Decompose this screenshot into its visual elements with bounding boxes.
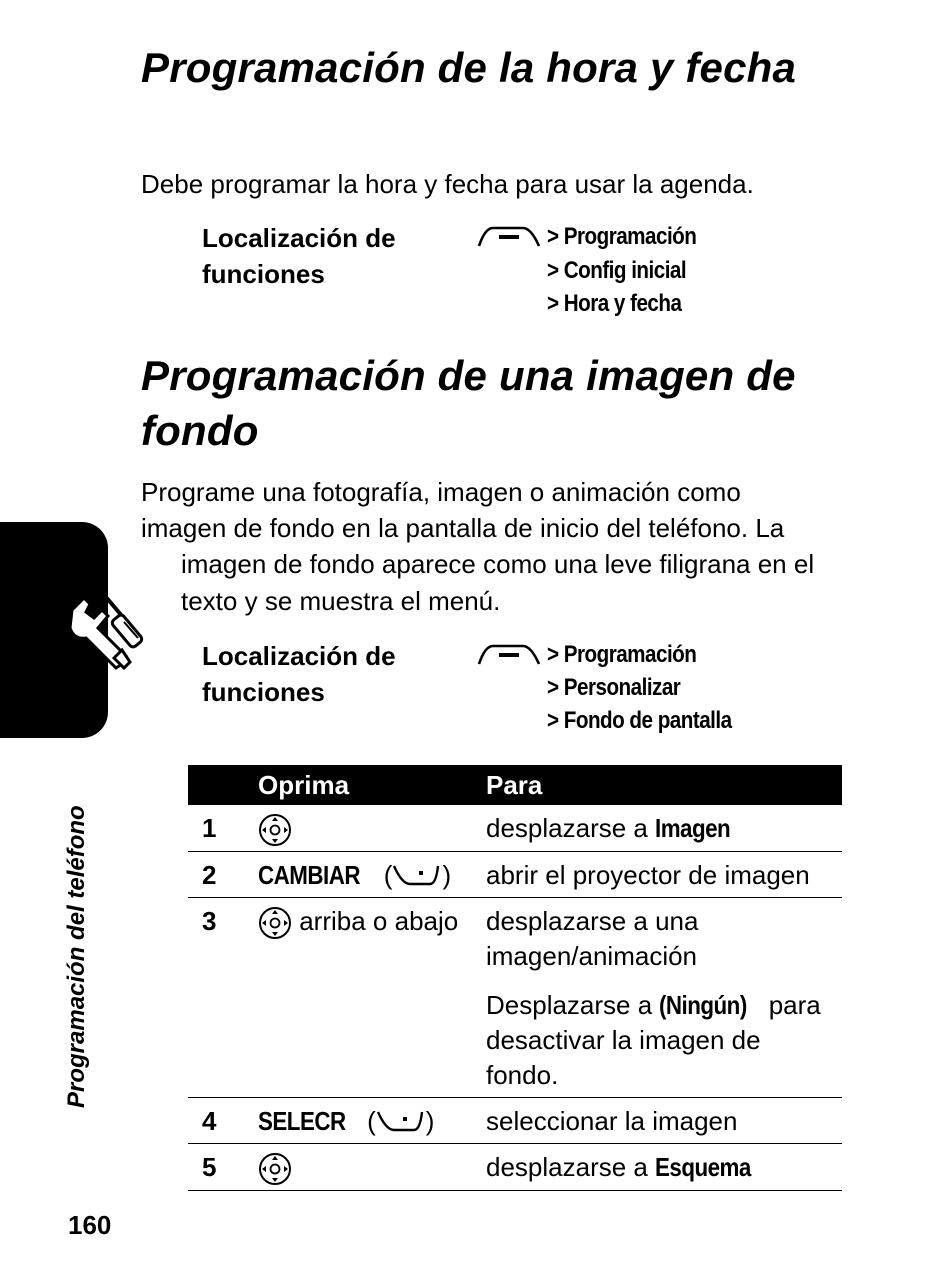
table-row <box>188 852 842 898</box>
menu-path-step-1: > Programación <box>547 223 697 250</box>
menu-path-step-3: > Hora y fecha <box>547 290 682 317</box>
menu-path-step-2: > Config inicial <box>547 257 687 284</box>
soft-key-label: CAMBIAR <box>258 860 360 891</box>
right-soft-key-icon <box>376 1108 426 1136</box>
section-body-line-3: imagen de fondo aparece como una leve filigrana en el <box>181 549 815 579</box>
menu-path-step-3: > Fondo de pantalla <box>547 707 732 734</box>
section-title-wallpaper: Programación de una imagen de fondo <box>141 352 796 454</box>
to-cell: desplazarse a una imagen/animación Desplazarse a (Ningún) para desactivar la imagen de fondo. <box>486 898 842 1098</box>
press-cell: CAMBIAR ( ) <box>258 852 486 898</box>
header-to: Para <box>486 765 842 805</box>
soft-key-label: SELECR <box>258 1106 346 1137</box>
to-cell: desplazarse a Esquema <box>486 1144 842 1191</box>
section-title-time-date: Programación de la hora y fecha <box>141 44 797 91</box>
nav-key-icon <box>258 1152 292 1186</box>
page-number: 160 <box>68 1210 112 1240</box>
press-cell <box>258 1144 486 1191</box>
menu-key-icon <box>477 644 541 666</box>
table-row <box>188 898 842 1098</box>
section-body-line-4: texto y se muestra el menú. <box>181 586 501 616</box>
right-soft-key-icon <box>392 862 442 890</box>
key-term: Imagen <box>655 813 731 843</box>
menu-path-step-2: > Personalizar <box>547 674 681 701</box>
section-body-line-1: Programe una fotografía, imagen o animación como <box>141 477 741 507</box>
key-term: (Ningún) <box>659 990 748 1021</box>
section-body-time-date: Debe programar la hora y fecha para usar la agenda. <box>141 169 754 199</box>
tools-icon <box>66 582 158 674</box>
to-cell: desplazarse a Imagen <box>486 805 842 852</box>
press-cell <box>258 805 486 852</box>
step-number: 2 <box>188 852 258 898</box>
chapter-label: Programación del teléfono <box>63 805 90 1108</box>
steps-table <box>188 765 842 1191</box>
table-row <box>188 1098 842 1144</box>
to-cell: seleccionar la imagen <box>486 1098 842 1144</box>
step-number: 1 <box>188 805 258 852</box>
feature-locator-label: Localización de funciones <box>202 641 396 707</box>
menu-key-icon <box>477 226 541 248</box>
nav-key-icon <box>258 906 292 940</box>
section-body-line-2: imagen de fondo en la pantalla de inicio del teléfono. La <box>141 513 785 543</box>
menu-path-step-1: > Programación <box>547 641 697 668</box>
to-cell: abrir el proyector de imagen <box>486 852 842 898</box>
press-cell: arriba o abajo <box>258 898 486 1098</box>
feature-locator-label: Localización de funciones <box>202 223 396 289</box>
step-number: 4 <box>188 1098 258 1144</box>
table-row <box>188 805 842 852</box>
step-note: Desplazarse a (Ningún) para desactivar la imagen de fondo. <box>486 990 821 1091</box>
key-term: Esquema <box>655 1152 751 1183</box>
header-spacer <box>188 765 258 805</box>
chapter-tab <box>0 522 108 738</box>
table-row <box>188 1144 842 1191</box>
nav-key-icon <box>258 813 292 847</box>
step-number: 5 <box>188 1144 258 1191</box>
header-press: Oprima <box>258 765 486 805</box>
step-number: 3 <box>188 898 258 1098</box>
press-cell: SELECR ( ) <box>258 1098 486 1144</box>
